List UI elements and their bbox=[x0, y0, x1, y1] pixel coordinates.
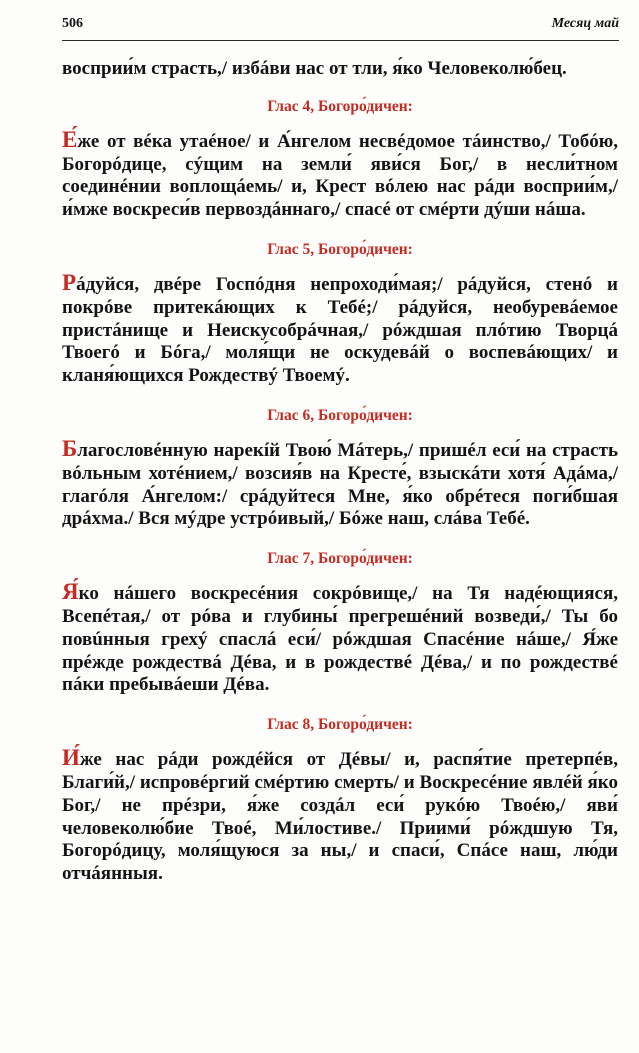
page-header bbox=[62, 14, 619, 41]
continued-text: восприи́м страсть,/ избáви нас от тли, я́ко Человеколю́бец. bbox=[62, 58, 567, 79]
initial-letter: Р bbox=[62, 269, 77, 295]
hymn-text bbox=[62, 435, 618, 531]
hymn-text bbox=[62, 747, 618, 886]
running-head: Месяц май bbox=[551, 16, 619, 31]
hymn-body: же нас рáди рождéйся от Дéвы/ и, распя́тие претерпéв, Благи́й,/ испровéргий смéртию смерть/ и Воскресéние явлéй я́ко Бог,/ не прéзри, я́же создáл еси́ рукóю Твоéю,/ яви́ человеколю́бие Твоé, Ми́лостиве./ Приими́ рóждшую Тя, Богорóдицу, моля́щуюся за ны,/ и спаси́, Спáсе наш, лю́ди отчáянныя. bbox=[62, 749, 618, 885]
page-body bbox=[62, 58, 618, 904]
hymn-tone-6 bbox=[62, 406, 618, 531]
hymn-tone-5 bbox=[62, 240, 618, 388]
initial-letter: И́ bbox=[62, 745, 80, 771]
hymn-text bbox=[62, 126, 618, 222]
page-number: 506 bbox=[62, 16, 83, 31]
hymn-heading: Глас 4, Богоро́дичен: bbox=[267, 97, 413, 115]
hymn-body: лагословéнную нарекíй Твою́ Мáтерь,/ пришéл еси́ на страсть вóльным хотéнием,/ возсия́в на Кресте́, взыскáти хотя́ Адáма,/ глагóля А́нгелом:/ срáдуйтеся Мне, я́ко обрéтеся поги́бшая дрáхма./ Вся мýдре устрóивый,/ Бóже наш, слáва Тебé. bbox=[62, 439, 618, 530]
hymn-heading: Глас 8, Богоро́дичен: bbox=[267, 716, 413, 734]
initial-letter: Б bbox=[62, 435, 78, 461]
hymn-tone-7 bbox=[62, 549, 618, 697]
hymn-text bbox=[62, 581, 618, 697]
initial-letter: Е́ bbox=[62, 126, 78, 152]
hymn-heading: Глас 5, Богоро́дичен: bbox=[267, 240, 413, 258]
hymn-tone-8 bbox=[62, 715, 618, 886]
hymn-body: áдуйся, двéре Госпóдня непроходи́мая;/ рáдуйся, стенó и покрóве притекáющих к Тебé;/ рáдуйся, необуревáемое пристáнище и Неискусобрáчная,/ рóждшая плóтию Творцá Твоегó и Бóга,/ моля́щи не оскудевáй о воспевáющих/ и кланя́ющихся Рождествý Твоемý. bbox=[62, 273, 618, 387]
hymn-text bbox=[62, 269, 618, 388]
hymn-heading: Глас 7, Богоро́дичен: bbox=[267, 550, 413, 568]
hymn-tone-4 bbox=[62, 97, 618, 222]
hymn-body: ко нáшего воскресéния сокрóвище,/ на Тя надéющияся, Всепéтая,/ от рóва и глубины́ прегрешéний возведи́,/ Ты бо повúнныя грехý спаслá еси́/ рóждшая Спасéние нáше,/ Я́же прéжде рождествá Дéва, и в рождествé Дéва,/ и по рождествé пáки пребывáеши Дéва. bbox=[62, 583, 618, 696]
hymn-body: же от вéка утаéное/ и А́нгелом несвéдомое тáинство,/ Тобóю, Богорóдице, сýщим на земли́ яви́ся Бог,/ в несли́тном соединéнии воплощáемь/ и, Крест вóлею нас рáди восприи́м,/ и́мже воскреси́в первоздáннаго,/ спасé от смéрти дýши нáша. bbox=[62, 130, 618, 221]
initial-letter: Я́ bbox=[62, 579, 79, 605]
hymn-heading: Глас 6, Богоро́дичен: bbox=[267, 406, 413, 424]
